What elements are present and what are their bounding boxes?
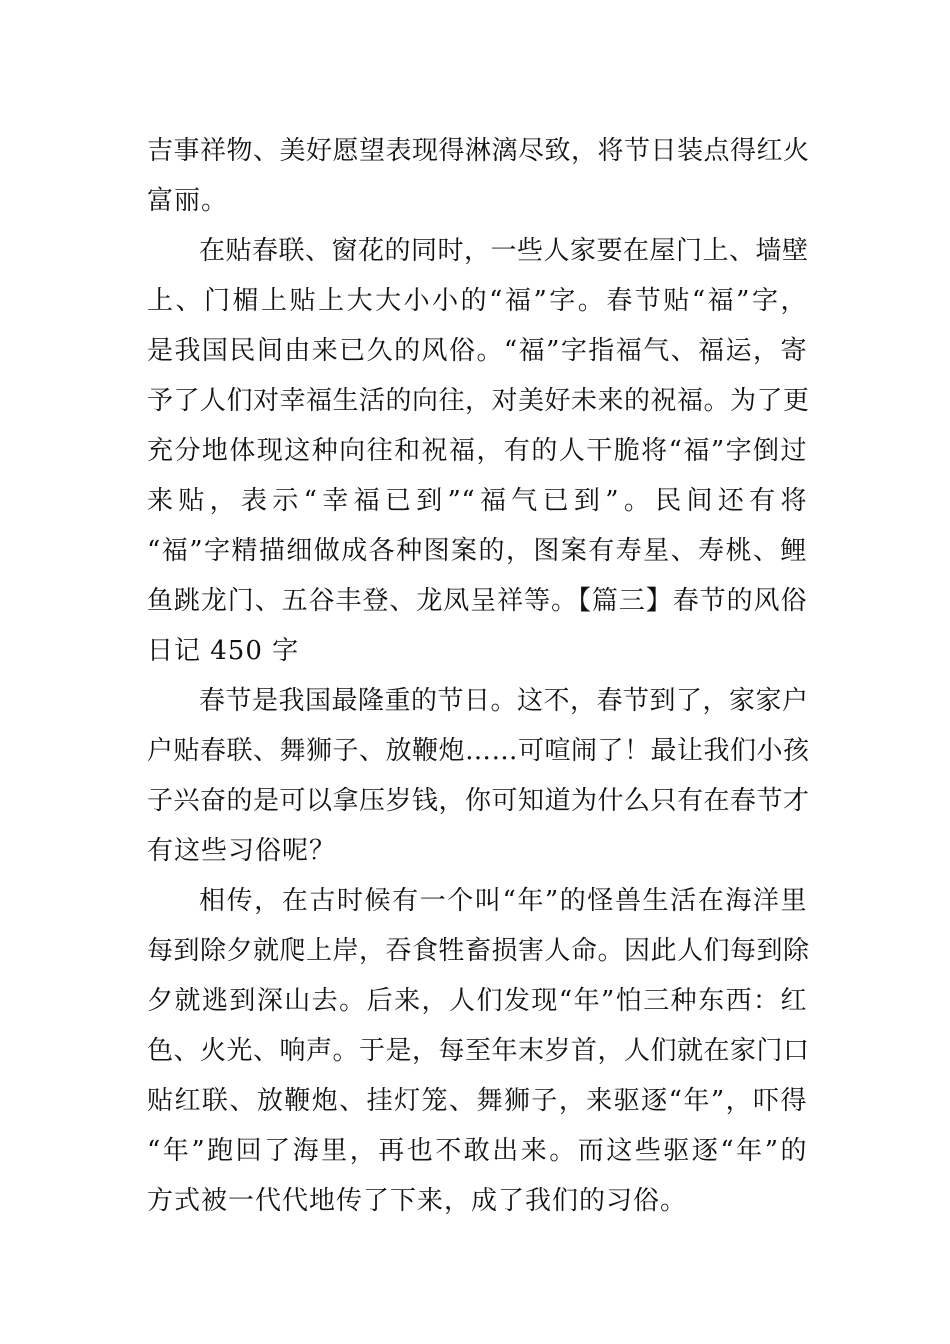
text-line: 有这些习俗呢？ [147, 836, 337, 866]
text-line: 每到除夕就爬上岸，吞食牲畜损害人命。因此人们每到除 [147, 936, 810, 966]
text-line: 上、门楣上贴上大大小小的“福”字。春节贴“福”字， [147, 286, 807, 316]
text-line: 富丽。 [147, 186, 229, 216]
text-line: 色、火光、响声。于是，每至年末岁首，人们就在家门口 [147, 1036, 810, 1066]
text-line: “年”跑回了海里，再也不敢出来。而这些驱逐“年”的 [147, 1136, 807, 1166]
text-line: 贴红联、放鞭炮、挂灯笼、舞狮子，来驱逐“年”，吓得 [147, 1086, 807, 1116]
text-line: 吉事祥物、美好愿望表现得淋漓尽致，将节日装点得红火 [147, 136, 810, 166]
paragraph-2 [147, 226, 810, 676]
paragraph-1 [147, 126, 810, 226]
body-text [147, 126, 810, 1226]
text-line: 鱼跳龙门、五谷丰登、龙凤呈祥等。【篇三】春节的风俗 [147, 586, 807, 616]
text-line: 相传，在古时候有一个叫“年”的怪兽生活在海洋里 [199, 886, 807, 916]
text-line: 户贴春联、舞狮子、放鞭炮……可喧闹了！最让我们小孩 [147, 736, 810, 766]
text-line: 方式被一代代地传了下来，成了我们的习俗。 [147, 1186, 688, 1216]
text-line: 在贴春联、窗花的同时，一些人家要在屋门上、墙壁 [199, 236, 809, 266]
text-line: 来贴，表示“幸福已到”“福气已到”。民间还有将 [147, 486, 807, 516]
text-line: 是我国民间由来已久的风俗。“福”字指福气、福运，寄 [147, 336, 807, 366]
text-line: 子兴奋的是可以拿压岁钱，你可知道为什么只有在春节才 [147, 786, 810, 816]
text-line: 春节是我国最隆重的节日。这不，春节到了，家家户 [199, 686, 809, 716]
text-line: “福”字精描细做成各种图案的，图案有寿星、寿桃、鲤 [147, 536, 807, 566]
text-line: 充分地体现这种向往和祝福，有的人干脆将“福”字倒过 [147, 436, 807, 466]
paragraph-4 [147, 876, 810, 1226]
text-line: 日记 450 字 [147, 636, 300, 666]
paragraph-3 [147, 676, 810, 876]
text-line: 予了人们对幸福生活的向往，对美好未来的祝福。为了更 [147, 386, 810, 416]
text-line: 夕就逃到深山去。后来，人们发现“年”怕三种东西：红 [147, 986, 807, 1016]
